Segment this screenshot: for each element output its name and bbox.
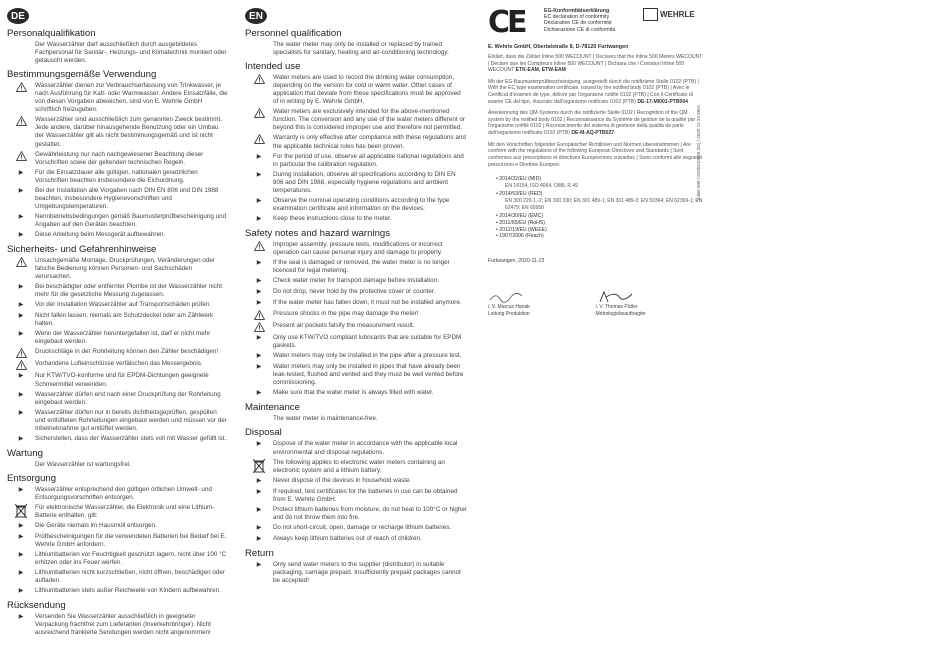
declaration-paragraph (488, 110, 703, 136)
warning-text: Wasserzähler dienen zur Verbrauchserfassung von Trinkwasser, je nach Ausführung für Kalt- oder Warmwasser. Andere Einsatzfälle, die von diesen Vorgaben abweichen, sind von E. Wehrle GmbH schriftlich freizugeben. (35, 82, 228, 114)
arrow-bullet-icon: ▶ (256, 278, 262, 285)
list-item: Check water meter for transport damage before installation. (273, 277, 439, 285)
list-item: If required, test certificates for the batteries in use can be obtained from E. Wehrle GmbH. (273, 487, 458, 503)
arrow-bullet-icon: ▶ (256, 488, 262, 495)
warning-icon (245, 322, 273, 332)
ce-mark-logo: CE (488, 5, 525, 40)
list-item: Wasserzähler dürfen erst nach einer Druckprüfung der Rohrleitung eingebaut werden. (35, 390, 221, 406)
arrow-bullet-icon: ▶ (18, 373, 24, 380)
warning-icon (245, 108, 273, 118)
arrow-bullet-icon: ▶ (18, 169, 24, 176)
list-item: Versenden Sie Wasserzähler ausschließlich in geeigneter Verpackung frachtfrei zum Lieferanten (Inverkehrbringer). Nicht ausreichend frankierte Sendungen werden nicht angenommen! (35, 613, 212, 637)
declaration-paragraph: Mit den Vorschriften folgender Europäischer Richtlinien und Normen übereinstimmen | Are conform with the regulations of the following European Directives and Standards | Sont conformes aux prescriptions et directives Européennes suivantes | Sono conformi alle seguenti prescrizioni e Direttive Europee: (488, 141, 702, 168)
paragraph: The water meter is maintenance-free. (273, 415, 378, 423)
declaration-title-it: Dichiarazione CE di conformità (544, 26, 616, 33)
heading-safety-de: Sicherheits- und Gefahrenhinweise (7, 244, 157, 255)
heading-safety-en: Safety notes and hazard warnings (245, 227, 391, 239)
arrow-bullet-icon: ▶ (256, 171, 262, 178)
paragraph: The water meter may only be installed or replaced by trained specialists for sanitary, heating and air-conditioning technology. (273, 41, 449, 57)
list-item: Protect lithium batteries from moisture, do not heat to 100°C or higher and do not throw them into fire. (273, 505, 467, 521)
list-item: Lithiumbatterien vor Feuchtigkeit geschützt lagern, nicht über 100 °C erhitzen oder ins Feuer werfen. (35, 551, 227, 567)
warning-icon (7, 82, 35, 92)
arrow-bullet-icon: ▶ (18, 331, 24, 338)
directives-list (496, 176, 703, 240)
list-item: Prüfbescheinigungen für die verwendeten Batterien bei Bedarf bei E. Wehrle GmbH anfordern. (35, 533, 227, 549)
arrow-bullet-icon: ▶ (256, 153, 262, 160)
arrow-bullet-icon: ▶ (18, 486, 24, 493)
list-item: Water meters may only be installed in pipes that have already been leak-tested, flushed and vented and they must be well vented before commissioning. (273, 363, 464, 387)
wehrle-logo (643, 8, 695, 21)
declaration-titles (544, 8, 639, 33)
arrow-bullet-icon: ▶ (256, 390, 262, 397)
arrow-bullet-icon: ▶ (256, 335, 262, 342)
arrow-bullet-icon: ▶ (18, 552, 24, 559)
warning-icon (7, 360, 35, 370)
warning-icon (7, 116, 35, 126)
warning-text: Gewährleistung nur nach nachgewiesener Beachtung dieser Vorschriften sowie der geltenden technischen Regeln. (35, 150, 204, 166)
list-item: Never dispose of the devices in household waste. (273, 476, 412, 484)
declaration-text: Anerkennung des QM-Systems durch die notifizierte Stelle 0102 | Recognition of the QM system by the notified body 0102 | Reconnaissance du Système de gestion de la qualité par l'organisme notifié 0102 | Riconoscimento del sistema di gestione della qualità da parte dell'organismo notificato 0102 (PTB) (488, 110, 696, 137)
list-item: Die Geräte niemals im Hausmüll entsorgen. (35, 522, 157, 530)
heading-return-en: Return (245, 547, 274, 559)
warning-text: Vorhandene Lufteinschlüsse verfälschen das Messergebnis. (35, 360, 203, 368)
list-item: During installation, observe all specifications according to DIN EN 806 and DIN 1988, especially hygiene regulations and ambient temperatures. (273, 170, 456, 194)
arrow-bullet-icon: ▶ (18, 534, 24, 541)
list-item: If the water meter has fallen down, it must not be installed anymore. (273, 299, 462, 307)
list-item: Only send water meters to the supplier (distributor) in suitable packaging, carriage prepaid. Insufficiently prepaid packages cannot be accepted! (273, 560, 461, 584)
list-item: Observe the nominal operating conditions according to the type examination certificate and information on the devices. (273, 196, 450, 212)
wehrle-logo-text: WEHRLE (660, 10, 695, 19)
list-item: Für die Einsatzdauer alle gültigen, nationalen gesetzlichen Vorschriften beachten insbesondere die Eichordnung. (35, 168, 198, 184)
list-item: Always keep lithium batteries out of reach of children. (273, 534, 422, 542)
arrow-bullet-icon: ▶ (256, 535, 262, 542)
arrow-bullet-icon: ▶ (18, 187, 24, 194)
signatory-role: Metrologiebeauftragter (595, 310, 646, 317)
warning-icon (245, 74, 273, 84)
paragraph: Der Wasserzähler darf ausschließlich durch ausgebildetes Fachpersonal für Sanitär-, Heizungs- und Klimatechnik montiert oder getauscht werden. (35, 41, 227, 65)
arrow-bullet-icon: ▶ (256, 260, 262, 267)
declaration-text: Mit der EG-Baumusterprüfbescheinigung, ausgestellt durch die notifizierte Stelle 0102 (PTB) | With the EC type examination certificate, issued by the notified body 0102 (PTB) | Avec le Certificat d'examen de type, délivré par l'organisme notifié 0102 (PTB) | Con il Certificato di esame CE del tipo, rilasciato dall'organismo notificato 0102 (PTB) (488, 78, 699, 105)
declaration-text: Erklärt, dass die Zähler Inline 500 WECOUNT | Declares that the Inline 500 Meters WECOUNT | Declare que les Compteurs Inline 500 WECOUNT | Dichiara che i Contatori Inline 500 WECOUNT (488, 54, 703, 74)
list-item: Bei beschädigter oder entfernter Plombe ist der Wasserzähler nicht mehr für die gesetzliche Messung zugelassen. (35, 283, 223, 299)
directive-item: • 2014/53/EU (RED) (496, 191, 543, 198)
list-item: Do not short-circuit, open, damage or recharge lithium batteries. (273, 523, 452, 531)
list-item: Diese Anleitung beim Messgerät aufbewahren. (35, 231, 166, 238)
arrow-bullet-icon: ▶ (256, 561, 262, 568)
arrow-bullet-icon: ▶ (18, 570, 24, 577)
warning-icon (7, 151, 35, 161)
crossed-bin-icon (7, 504, 35, 518)
warning-text: Warranty is only effective after compliance with these regulations and the applicable technical rules has been proven. (273, 134, 466, 150)
arrow-bullet-icon: ▶ (18, 302, 24, 309)
declaration-paragraph (488, 54, 703, 74)
heading-maintenance-de: Wartung (7, 447, 43, 459)
qm-certificate-number: DE-M-AQ-PTB027 (571, 130, 615, 137)
heading-return-de: Rücksendung (7, 600, 66, 612)
list-item: Lithiumbatterien stets außer Reichweite von Kindern aufbewahren. (35, 587, 221, 595)
paragraph: Der Wasserzähler ist wartungsfrei. (35, 460, 131, 468)
signature-mark (596, 290, 704, 304)
warning-icon (7, 257, 35, 267)
arrow-bullet-icon: ▶ (256, 506, 262, 513)
signature-block-2 (596, 290, 704, 317)
ce-declaration-column (488, 5, 703, 317)
list-item: Nicht fallen lassen, niemals am Schutzdeckel oder am Zählwerk halten. (35, 312, 214, 328)
list-item: Nennbetriebsbedingungen gemäß Baumusterprüfbescheinigung und Angaben auf den Geräten beachten. (35, 212, 227, 228)
heading-disposal-de: Entsorgung (7, 472, 57, 484)
warning-icon (245, 134, 273, 144)
arrow-bullet-icon: ▶ (256, 289, 262, 296)
arrow-bullet-icon: ▶ (256, 353, 262, 360)
list-item: Wasserzähler entsprechend den gültigen örtlichen Umwelt- und Entsorgungsvorschriften entsorgen. (35, 485, 212, 501)
arrow-bullet-icon: ▶ (18, 614, 24, 621)
signature-mark (488, 290, 596, 304)
heading-disposal-en: Disposal (245, 427, 282, 439)
directive-item: • 2014/32/EU (MID) (496, 176, 542, 183)
warning-text: Water meters are exclusively intended for the above-mentioned function. The conversion and any use of the water meters different or beyond this is considered improper use and therefore not permitted. (273, 108, 465, 132)
warning-icon (245, 241, 273, 251)
signatory-name: i. V. Marcus Hanak (488, 304, 530, 311)
arrow-bullet-icon: ▶ (256, 524, 262, 531)
arrow-bullet-icon: ▶ (18, 435, 24, 442)
warning-icon (7, 348, 35, 358)
signatory-role: Leitung Produktion (488, 310, 530, 317)
warning-text: Druckschläge in der Rohrleitung können den Zähler beschädigen! (35, 348, 219, 356)
declaration-paragraph (488, 79, 703, 105)
wehrle-logo-icon (643, 8, 658, 21)
heading-intended-use-en: Intended use (245, 61, 301, 73)
language-badge-en: EN (245, 8, 267, 24)
arrow-bullet-icon: ▶ (18, 232, 24, 238)
directive-standards: EN 300 220-1,-2; EN 300 330; EN 301 489-1; EN 301 489-3; EN 50364; EN 62369-1; EN 62479; EN 60950 (505, 198, 703, 211)
company-address: E. Wehrle GmbH, Obertalstraße 8, D-78120 Furtwangen (488, 44, 629, 50)
declaration-title-fr: Déclaration CE de conformité (544, 20, 612, 27)
list-item: Only use KTW/TVO compliant lubricants that are suitable for EPDM gaskets. (273, 334, 462, 350)
warning-text: Improper assembly, pressure tests, modifications or incorrect operation can cause personal injury and damage to property. (273, 240, 443, 256)
directive-item: • 2012/19/EU (WEEE) (496, 226, 547, 233)
english-column (245, 8, 467, 587)
crossed-bin-icon (245, 459, 273, 473)
warning-text: Water meters are used to record the drinking water consumption, depending on the version for cold or warm water. Other cases of application that deviate from these specifications must be approved of in writing by E. Wehrle GmbH. (273, 74, 461, 106)
arrow-bullet-icon: ▶ (18, 313, 24, 320)
arrow-bullet-icon: ▶ (18, 588, 24, 595)
list-item: Bei der Installation alle Vorgaben nach DIN EN 806 und DIN 1988 beachten, insbesondere Hygienevorschriften und Umgebungstemperaturen. (35, 186, 219, 210)
declaration-title-en: EC declaration of conformity (544, 14, 610, 21)
arrow-bullet-icon: ▶ (18, 391, 24, 398)
warning-text: Present air pockets falsify the measurement result. (273, 322, 415, 330)
battery-note: Für elektronische Wasserzähler, die Elektronik und eine Lithium-Batterie enthalten, gilt: (35, 503, 215, 520)
list-item: Sicherstellen, dass der Wasserzähler stets voll mit Wasser gefüllt ist. (35, 434, 227, 442)
list-item: Do not drop, never hold by the protective cover or counter. (273, 288, 436, 296)
arrow-bullet-icon: ▶ (18, 284, 24, 291)
directive-item: • 2011/65/EU (RoHS) (496, 219, 546, 226)
list-item: If the seal is damaged or removed, the water meter is no longer licenced for legal metering. (273, 259, 450, 275)
german-column (7, 8, 229, 640)
document-reference-vertical: Inline 500 / 8100410020 (02) / 2020-11-23 MEA (696, 105, 701, 200)
certificate-number: DE-17-MI001-PTB004 (637, 98, 689, 105)
arrow-bullet-icon: ▶ (18, 523, 24, 530)
heading-intended-use-de: Bestimmungsgemäße Verwendung (7, 69, 157, 81)
arrow-bullet-icon: ▶ (256, 300, 262, 307)
list-item: For the period of use, observe all applicable national regulations and in particular the calibration regulation. (273, 152, 464, 168)
arrow-bullet-icon: ▶ (256, 197, 262, 204)
signature-date: Furtwangen, 2020-11-23 (488, 258, 545, 265)
list-item: Wasserzähler dürfen nur in bereits dichtheitsgeprüften, gespülten und entlüfteten Rohrleitungen eingebaut werden und müssen vor der Inbetriebnahme gut entlüftet werden. (35, 408, 227, 432)
list-item: Wenn der Wasserzähler heruntergefallen ist, darf er nicht mehr eingebaut werden. (35, 330, 211, 346)
arrow-bullet-icon: ▶ (18, 409, 24, 416)
arrow-bullet-icon: ▶ (18, 213, 24, 220)
signature-block-1 (488, 290, 596, 317)
directive-standards: EN 14154, ISO 4064, OIML R 49 (505, 182, 578, 189)
declaration-title-de: EG-Konformitätserklärung (544, 8, 610, 14)
warning-icon (245, 310, 273, 320)
list-item: Nur KTW/TVO-konforme und für EPDM-Dichtungen geeignete Schmiermittel verwenden. (35, 372, 209, 388)
battery-note: The following applies to electronic water meters containing an electronic system and a lithium battery: (273, 458, 445, 474)
signatory-name: i. V. Thomas Pütler (595, 304, 638, 311)
language-badge-de: DE (7, 8, 29, 24)
warning-text: Pressure shocks in the pipe may damage the meter! (273, 310, 419, 318)
list-item: Make sure that the water meter is always filled with water. (273, 389, 434, 397)
directive-item: • 1907/2006 (Reach) (496, 233, 544, 240)
heading-personnel-en: Personnel qualification (245, 28, 342, 39)
arrow-bullet-icon: ▶ (256, 441, 262, 448)
list-item: Lithiumbatterien nicht kurzschließen, nicht öffnen, beschädigen oder aufladen. (35, 569, 225, 585)
list-item: Dispose of the water meter in accordance with the applicable local environmental and disposal regulations. (273, 440, 458, 456)
arrow-bullet-icon: ▶ (256, 477, 262, 484)
list-item: Vor der Installation Wasserzähler auf Transportschäden prüfen. (35, 301, 212, 309)
model-ids: ETK-EAM, ETW-EAM (515, 67, 566, 74)
heading-personnel-de: Personalqualifikation (7, 28, 96, 39)
warning-text: Wasserzähler sind ausschließlich zum genannten Zweck bestimmt. Jede andere, darüber hinausgehende Benutzung oder ein Umbau der Wasserzähler gilt als nicht bestimmungsgemäß und ist nicht gestattet. (35, 116, 222, 148)
directive-item: • 2014/30/EU (EMC) (496, 213, 544, 220)
heading-maintenance-en: Maintenance (245, 402, 300, 414)
signatures (488, 290, 703, 317)
warning-text: Unsachgemäße Montage, Druckprüfungen, Veränderungen oder falsche Bedienung können Personen- und Sachschäden verursachen. (35, 257, 215, 281)
arrow-bullet-icon: ▶ (256, 364, 262, 371)
arrow-bullet-icon: ▶ (256, 215, 262, 222)
list-item: Keep these instructions close to the meter. (273, 214, 392, 222)
list-item: Water meters may only be installed in the pipe after a pressure test. (273, 352, 462, 360)
